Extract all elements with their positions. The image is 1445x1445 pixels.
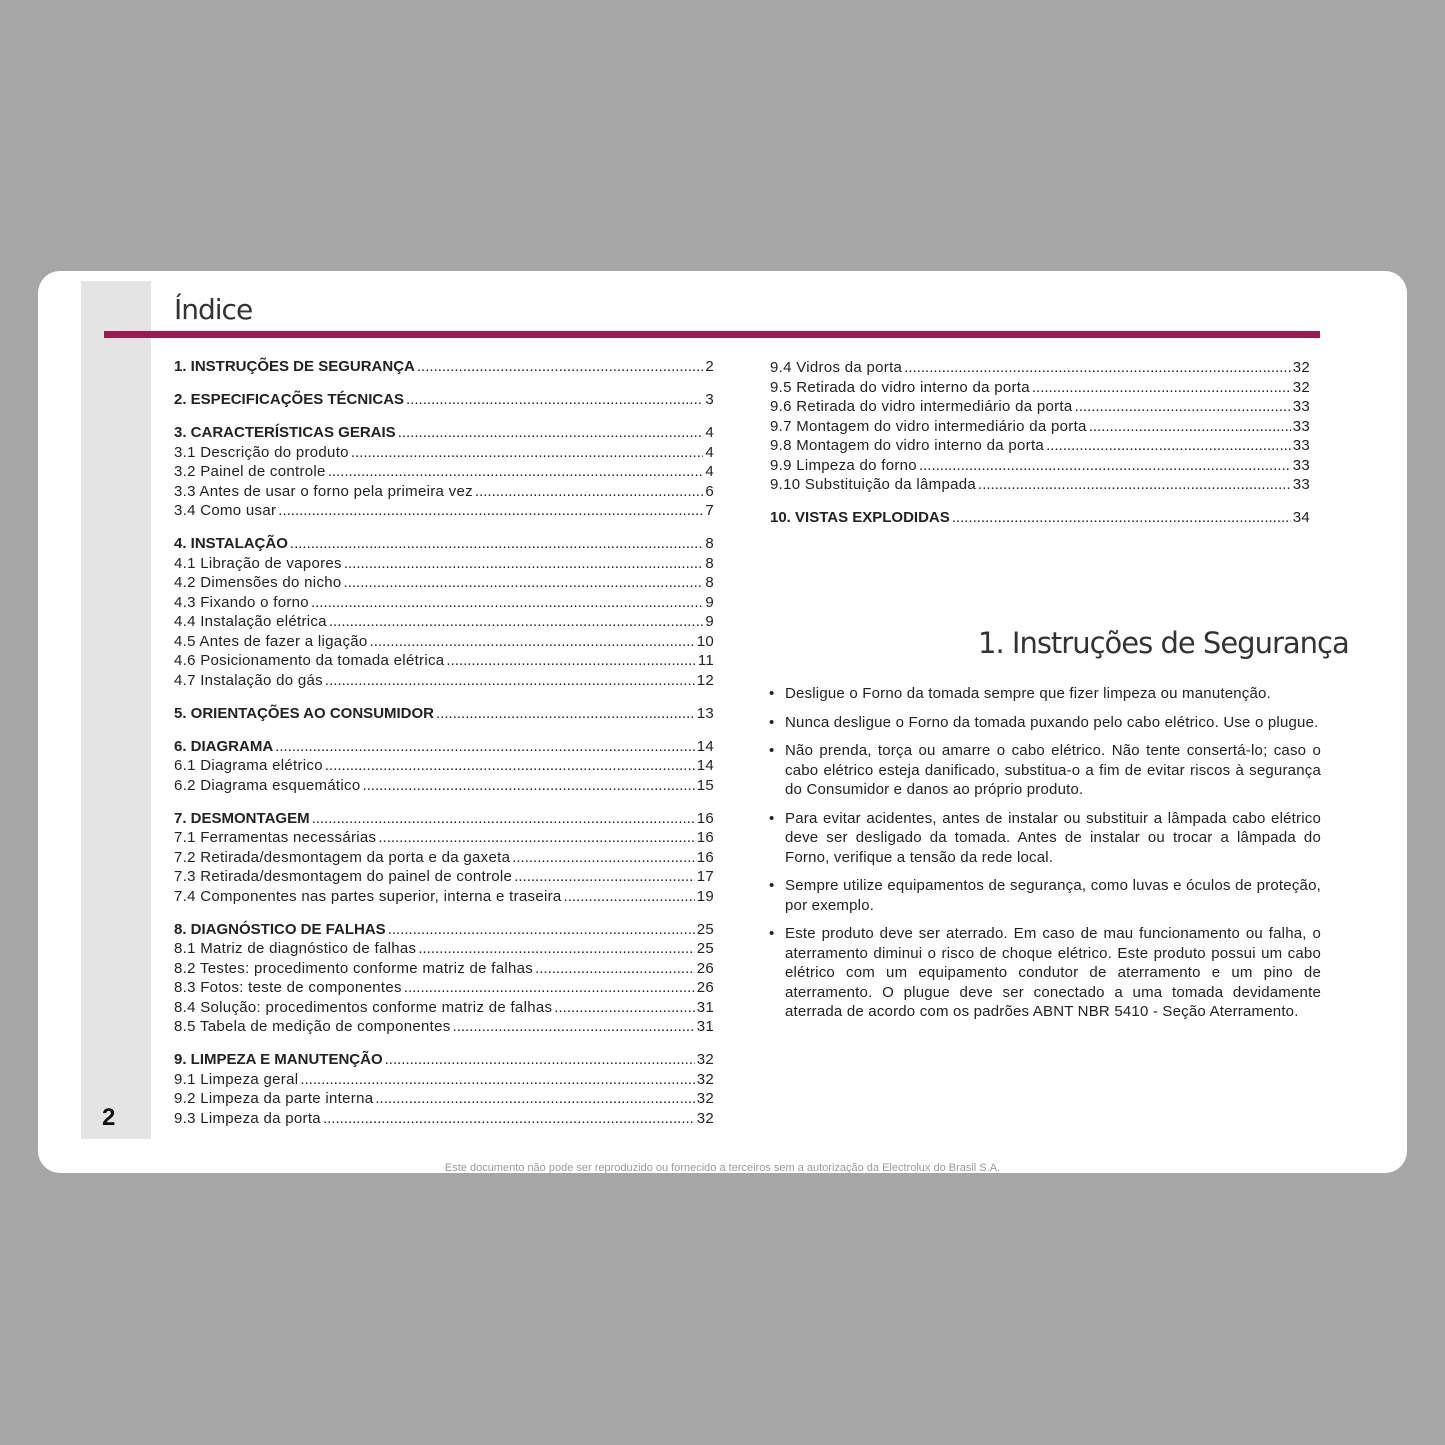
toc-entry-page: 25 <box>696 920 714 938</box>
toc-leader-dots <box>554 998 694 1018</box>
toc-entry <box>174 1089 714 1109</box>
toc-entry-page: 12 <box>696 671 714 689</box>
toc-entry <box>770 475 1310 495</box>
page-sidebar <box>81 281 151 1139</box>
toc-entry-title: 9.9 Limpeza do forno <box>770 456 917 474</box>
toc-entry <box>174 501 714 521</box>
toc-entry <box>174 573 714 593</box>
toc-entry-title: 2. ESPECIFICAÇÕES TÉCNICAS <box>174 391 405 408</box>
toc-leader-dots <box>351 443 704 463</box>
toc-entry <box>174 939 714 959</box>
toc-leader-dots <box>323 1109 695 1129</box>
toc-entry <box>174 998 714 1018</box>
toc-entry-title: 5. ORIENTAÇÕES AO CONSUMIDOR <box>174 704 435 722</box>
safety-item: • Para evitar acidentes, antes de instalar ou substituir a lâmpada cabo elétrico deve ser desligado da tomada. Antes de instalar ou trocar a lâmpada do Forno, verifique a tensão da rede local. <box>769 809 1321 868</box>
safety-section-title: 1. Instruções de Segurança <box>978 626 1349 660</box>
toc-leader-dots <box>1046 436 1291 456</box>
toc-entry-page: 33 <box>1292 417 1310 435</box>
toc-leader-dots <box>453 1017 695 1037</box>
toc-entry-title: 4.6 Posicionamento da tomada elétrica <box>174 652 445 669</box>
toc-leader-dots <box>385 1050 695 1070</box>
toc-entry-title: 8.5 Tabela de medição de componentes <box>174 1018 451 1035</box>
toc-entry-page: 17 <box>696 868 714 885</box>
toc-entry-page: 8 <box>705 535 714 552</box>
toc-entry <box>174 978 714 998</box>
toc-leader-dots <box>417 357 703 377</box>
title-divider <box>104 331 1320 338</box>
toc-entry-title: 3.1 Descrição do produto <box>174 443 349 461</box>
toc-entry-title: 7.1 Ferramentas necessárias <box>174 829 377 846</box>
toc-spacer <box>174 690 714 704</box>
toc-leader-dots <box>370 632 695 652</box>
toc-leader-dots <box>514 867 695 887</box>
toc-section-entry <box>174 1050 714 1070</box>
toc-entry-page: 34 <box>1292 509 1310 526</box>
footer-notice: Este documento não pode ser reproduzido ou fornecido a terceiros sem a autorização da Electrolux do Brasil S.A. <box>444 1162 1001 1174</box>
toc-left-column <box>174 357 714 1128</box>
toc-leader-dots <box>564 887 695 907</box>
toc-entry <box>770 378 1310 398</box>
safety-item: • Nunca desligue o Forno da tomada puxando pelo cabo elétrico. Use o plugue. <box>769 713 1321 733</box>
toc-entry-page: 31 <box>696 998 714 1016</box>
toc-entry-page: 8 <box>705 574 714 591</box>
toc-leader-dots <box>362 776 694 796</box>
toc-entry-title: 4. INSTALAÇÃO <box>174 535 288 552</box>
toc-leader-dots <box>311 593 703 613</box>
toc-entry-page: 9 <box>705 593 714 611</box>
toc-leader-dots <box>278 501 703 521</box>
toc-leader-dots <box>312 809 695 829</box>
toc-entry-title: 7. DESMONTAGEM <box>174 809 310 827</box>
toc-entry-page: 16 <box>696 848 714 866</box>
toc-section-entry <box>770 508 1310 528</box>
toc-entry-title: 8. DIAGNÓSTICO DE FALHAS <box>174 920 386 938</box>
toc-entry <box>174 554 714 574</box>
toc-entry-title: 4.4 Instalação elétrica <box>174 613 327 630</box>
toc-entry-title: 3.4 Como usar <box>174 502 277 519</box>
toc-entry-page: 32 <box>696 1070 714 1088</box>
toc-leader-dots <box>275 737 695 757</box>
toc-leader-dots <box>446 651 695 671</box>
page-title: Índice <box>174 293 253 326</box>
toc-leader-dots <box>436 704 695 724</box>
toc-leader-dots <box>378 828 694 848</box>
toc-spacer <box>770 495 1310 509</box>
toc-leader-dots <box>375 1089 694 1109</box>
toc-entry-page: 26 <box>696 959 714 977</box>
toc-leader-dots <box>535 959 695 979</box>
toc-section-entry <box>174 390 714 410</box>
toc-entry-page: 15 <box>696 776 714 794</box>
toc-entry <box>174 482 714 502</box>
toc-entry <box>174 828 714 848</box>
toc-leader-dots <box>1089 417 1291 437</box>
toc-entry-title: 8.2 Testes: procedimento conforme matriz de falhas <box>174 959 534 977</box>
toc-entry <box>174 848 714 868</box>
toc-entry <box>174 443 714 463</box>
toc-entry-title: 7.3 Retirada/desmontagem do painel de controle <box>174 868 513 885</box>
toc-entry <box>174 1109 714 1129</box>
toc-entry-page: 33 <box>1292 398 1310 415</box>
toc-entry <box>174 776 714 796</box>
toc-spacer <box>174 410 714 424</box>
toc-entry-page: 6 <box>705 482 714 500</box>
toc-spacer <box>174 1037 714 1051</box>
toc-entry-title: 9.1 Limpeza geral <box>174 1070 299 1088</box>
toc-entry-title: 8.3 Fotos: teste de componentes <box>174 979 402 996</box>
toc-leader-dots <box>329 612 704 632</box>
toc-entry <box>174 756 714 776</box>
toc-section-entry <box>174 423 714 443</box>
page-number: 2 <box>102 1104 116 1131</box>
toc-entry-page: 19 <box>696 887 714 905</box>
toc-entry-page: 25 <box>696 940 714 957</box>
toc-section-entry <box>174 534 714 554</box>
safety-item: • Não prenda, torça ou amarre o cabo elétrico. Não tente consertá-lo; caso o cabo elétrico esteja danificado, substitua-o a fim de evitar riscos à segurança do Consumidor e danos ao próprio produto. <box>769 741 1321 800</box>
toc-entry-page: 4 <box>705 424 714 441</box>
toc-leader-dots <box>512 848 694 868</box>
toc-section-entry <box>174 357 714 377</box>
toc-section-entry <box>174 809 714 829</box>
toc-entry-page: 26 <box>696 979 714 996</box>
toc-leader-dots <box>1075 397 1291 417</box>
toc-entry-title: 4.5 Antes de fazer a ligação <box>174 632 368 650</box>
toc-entry-title: 8.4 Solução: procedimentos conforme matriz de falhas <box>174 998 553 1016</box>
toc-entry-title: 7.4 Componentes nas partes superior, interna e traseira <box>174 887 562 905</box>
toc-entry-page: 14 <box>696 757 714 774</box>
safety-item: • Sempre utilize equipamentos de segurança, como luvas e óculos de proteção, por exemplo. <box>769 876 1321 915</box>
toc-entry-title: 9.8 Montagem do vidro interno da porta <box>770 437 1045 454</box>
toc-section-entry <box>174 704 714 724</box>
toc-entry-page: 32 <box>1292 359 1310 376</box>
toc-leader-dots <box>300 1070 694 1090</box>
toc-entry-title: 9.10 Substituição da lâmpada <box>770 476 977 493</box>
toc-spacer <box>174 906 714 920</box>
toc-entry-page: 32 <box>696 1090 714 1107</box>
toc-entry-title: 6.1 Diagrama elétrico <box>174 757 323 774</box>
toc-leader-dots <box>290 534 703 554</box>
toc-entry-title: 7.2 Retirada/desmontagem da porta e da gaxeta <box>174 848 511 866</box>
toc-entry-page: 16 <box>696 829 714 846</box>
toc-entry <box>770 456 1310 476</box>
toc-entry-title: 6.2 Diagrama esquemático <box>174 776 361 794</box>
toc-entry-title: 9.3 Limpeza da porta <box>174 1109 321 1127</box>
safety-item: • Este produto deve ser aterrado. Em caso de mau funcionamento ou falha, o aterramento diminui o risco de choque elétrico. Este produto possui um cabo elétrico com um equipamento condutor de aterramento e um pino de aterramento. O plugue deve ser conectado a uma tomada devidamente aterrada de acordo com os padrões ABNT NBR 5410 - Seção Aterramento. <box>769 924 1321 1022</box>
toc-entry-title: 3. CARACTERÍSTICAS GERAIS <box>174 424 396 441</box>
toc-entry-page: 7 <box>705 502 714 519</box>
toc-entry-page: 33 <box>1292 437 1310 454</box>
safety-item: • Desligue o Forno da tomada sempre que fizer limpeza ou manutenção. <box>769 684 1321 704</box>
toc-leader-dots <box>344 554 704 574</box>
toc-leader-dots <box>388 920 695 940</box>
toc-entry-page: 32 <box>696 1109 714 1127</box>
toc-spacer <box>174 723 714 737</box>
toc-entry-page: 11 <box>697 652 714 669</box>
toc-entry-page: 10 <box>696 632 714 650</box>
toc-leader-dots <box>952 508 1291 528</box>
toc-leader-dots <box>325 671 695 691</box>
toc-entry-title: 9.4 Vidros da porta <box>770 359 903 376</box>
toc-leader-dots <box>418 939 694 959</box>
toc-entry-page: 16 <box>696 809 714 827</box>
toc-entry-page: 14 <box>696 737 714 755</box>
toc-spacer <box>174 521 714 535</box>
toc-entry-page: 8 <box>705 554 714 572</box>
toc-entry-title: 4.2 Dimensões do nicho <box>174 574 342 591</box>
toc-entry-title: 4.7 Instalação do gás <box>174 671 323 689</box>
toc-entry-title: 4.3 Fixando o forno <box>174 593 309 611</box>
toc-section-entry <box>174 920 714 940</box>
toc-entry <box>174 1017 714 1037</box>
toc-entry-page: 2 <box>705 358 714 375</box>
toc-right-column <box>770 358 1310 528</box>
toc-leader-dots <box>475 482 703 502</box>
safety-instructions-list <box>769 684 1321 1031</box>
toc-leader-dots <box>398 423 704 443</box>
toc-entry-title: 4.1 Libração de vapores <box>174 554 342 572</box>
toc-entry-title: 1. INSTRUÇÕES DE SEGURANÇA <box>174 358 415 375</box>
toc-entry-page: 4 <box>705 443 714 461</box>
toc-entry <box>174 593 714 613</box>
toc-entry <box>174 462 714 482</box>
toc-entry-title: 9.6 Retirada do vidro intermediário da porta <box>770 398 1073 415</box>
toc-leader-dots <box>919 456 1291 476</box>
toc-entry-page: 13 <box>696 704 714 722</box>
toc-leader-dots <box>404 978 695 998</box>
toc-leader-dots <box>325 756 695 776</box>
toc-entry-page: 33 <box>1292 476 1310 493</box>
toc-entry-title: 3.2 Painel de controle <box>174 463 326 480</box>
toc-entry-title: 6. DIAGRAMA <box>174 737 274 755</box>
toc-leader-dots <box>406 390 703 410</box>
toc-entry-title: 3.3 Antes de usar o forno pela primeira vez <box>174 482 473 500</box>
toc-entry <box>770 397 1310 417</box>
toc-entry-page: 33 <box>1292 456 1310 474</box>
toc-leader-dots <box>978 475 1291 495</box>
toc-entry <box>770 358 1310 378</box>
toc-entry <box>770 417 1310 437</box>
toc-spacer <box>174 377 714 391</box>
toc-entry <box>174 1070 714 1090</box>
toc-entry <box>174 959 714 979</box>
toc-entry-title: 9.7 Montagem do vidro intermediário da porta <box>770 417 1087 435</box>
toc-leader-dots <box>344 573 704 593</box>
toc-entry <box>770 436 1310 456</box>
toc-entry-page: 3 <box>705 391 714 408</box>
toc-entry-page: 32 <box>696 1051 714 1068</box>
toc-spacer <box>174 795 714 809</box>
toc-entry <box>174 887 714 907</box>
toc-entry-title: 8.1 Matriz de diagnóstico de falhas <box>174 940 417 957</box>
toc-entry <box>174 632 714 652</box>
toc-entry-page: 9 <box>705 613 714 630</box>
toc-entry-page: 32 <box>1292 378 1310 396</box>
toc-leader-dots <box>904 358 1291 378</box>
toc-entry <box>174 671 714 691</box>
toc-leader-dots <box>1032 378 1291 398</box>
toc-leader-dots <box>328 462 704 482</box>
toc-entry-title: 9.2 Limpeza da parte interna <box>174 1090 374 1107</box>
toc-entry-title: 9.5 Retirada do vidro interno da porta <box>770 378 1030 396</box>
toc-entry-page: 4 <box>705 463 714 480</box>
toc-entry <box>174 651 714 671</box>
toc-section-entry <box>174 737 714 757</box>
toc-entry-page: 31 <box>696 1018 714 1035</box>
toc-entry <box>174 867 714 887</box>
document-page <box>38 271 1407 1173</box>
toc-entry-title: 10. VISTAS EXPLODIDAS <box>770 509 950 526</box>
toc-entry-title: 9. LIMPEZA E MANUTENÇÃO <box>174 1051 383 1068</box>
toc-entry <box>174 612 714 632</box>
